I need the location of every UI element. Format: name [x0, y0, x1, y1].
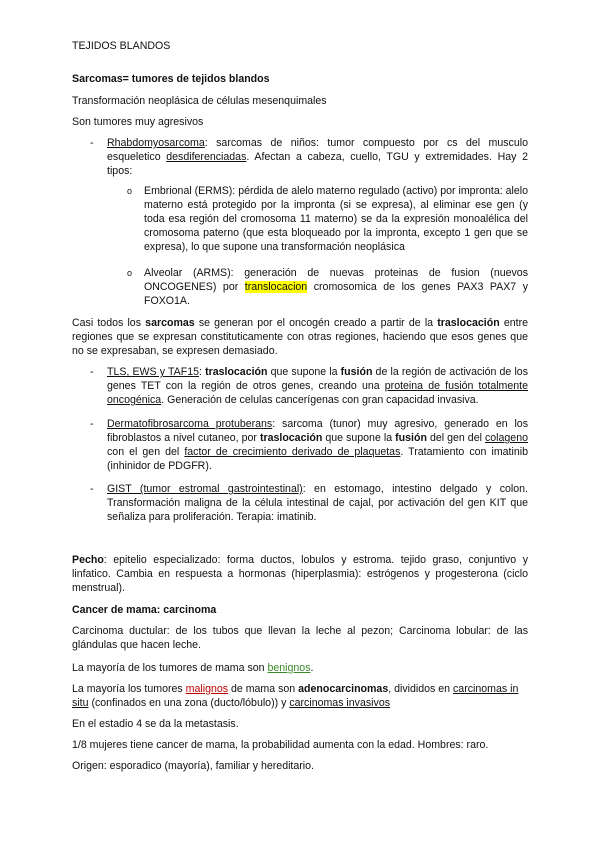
- gist-term: GIST (tumor estromal gastrointestinal): [107, 483, 303, 495]
- list-item-dermatofibrosarcoma: [90, 417, 528, 473]
- sarcomas-heading: Sarcomas= tumores de tejidos blandos: [72, 73, 270, 85]
- document-title: TEJIDOS BLANDOS: [72, 40, 171, 52]
- dermato-text-5: . Tratamiento con imatinib (inhinidor de PDGFR).: [107, 446, 528, 472]
- list-item-tls: [90, 365, 529, 407]
- tls-underline-proteina: proteina de fusión totalmente oncogénica: [107, 380, 529, 406]
- malignos-underline-invasivos: carcinomas invasivos: [289, 697, 391, 709]
- circle-bullet: o: [127, 186, 133, 196]
- malignos-paragraph: [72, 682, 528, 710]
- alveolar-text-2: cromosomica de los genes PAX3 PAX7 y FOXO1A.: [144, 281, 528, 307]
- rhabdo-term-2: desdiferenciadas: [166, 151, 247, 163]
- casi-text-3: entre regiones que se expresan constituticamente con otras regiones, haciendo que esos genes que no se expresaban, se expresen demasiado.: [72, 317, 528, 357]
- tls-text-1: :: [198, 366, 206, 378]
- dash-bullet: -: [90, 366, 94, 378]
- list-item-gist: [90, 482, 528, 524]
- malignos-red: malignos: [185, 683, 229, 695]
- benignos-text-1: La mayoría de los tumores de mama son: [72, 662, 268, 674]
- malignos-underline-in-situ: carcinomas in situ: [72, 683, 519, 709]
- casi-todos-paragraph: [72, 316, 528, 358]
- sublist-item-embrional: [127, 184, 528, 254]
- dermato-text-3: del gen del: [426, 432, 485, 444]
- agresivos-line: Son tumores muy agresivos: [72, 116, 204, 128]
- alveolar-text-1: Alveolar (ARMS): generación de nuevas proteinas de fusion (nuevos ONCOGENES) por: [144, 267, 528, 293]
- malignos-text-1: La mayoría los tumores: [72, 683, 186, 695]
- cancer-mama-heading: Cancer de mama: carcinoma: [72, 604, 217, 616]
- estadio-line: En el estadio 4 se da la metastasis.: [72, 718, 239, 730]
- transformacion-line: Transformación neoplásica de células mesenquimales: [72, 95, 327, 107]
- dermato-text-1: : sarcoma (tunor) muy agresivo, generado en los fibroblastos a nivel cutaneo, por: [107, 418, 528, 444]
- tls-term: TLS, EWS y TAF15: [107, 366, 199, 378]
- dash-bullet: -: [90, 418, 94, 430]
- rhabdo-text-2: . Afectan a cabeza, cuello, TGU y extremidades. Hay 2 tipos:: [107, 151, 528, 177]
- casi-bold-sarcomas: sarcomas: [145, 317, 195, 329]
- benignos-line: [72, 661, 528, 675]
- benignos-link: benignos: [267, 662, 311, 674]
- tls-bold-fusion: fusión: [340, 366, 373, 378]
- dermato-bold-traslocacion: traslocación: [259, 432, 323, 444]
- casi-bold-traslocacion: traslocación: [437, 317, 500, 329]
- casi-text-2: se generan por el oncogén creado a partir de la: [194, 317, 438, 329]
- translocacion-highlight: translocacion: [244, 281, 308, 293]
- malignos-text-3: , divididos en: [388, 683, 453, 695]
- pecho-text: : epitelio especializado: forma ductos, lobulos y estroma. tejido graso, conjuntivo y linfatico. Cambia en respuesta a hormonas (hiperplasmia): estrógenos y progesterona (ciclo menstrual).: [72, 554, 528, 594]
- dash-bullet: -: [90, 137, 94, 149]
- gist-text-1: : en estomago, intestino delgado y colon. Transformación maligna de la célula intestinal de cajal, por activación del gen KIT que señaliza para proliferación. Terapia: imatinib.: [107, 483, 528, 523]
- benignos-text-2: .: [310, 662, 314, 674]
- dermato-bold-fusion: fusión: [395, 432, 427, 444]
- sublist-item-alveolar: [127, 266, 528, 308]
- casi-text-1: Casi todos los: [72, 317, 146, 329]
- mujeres-line: 1/8 mujeres tiene cancer de mama, la probabilidad aumenta con la edad. Hombres: raro.: [72, 739, 489, 751]
- carcinoma-paragraph: Carcinoma ductular: de los tubos que llevan la leche al pezon; Carcinoma lobular: de las glándulas que hacen leche.: [72, 625, 528, 651]
- origen-line: Origen: esporadico (mayoría), familiar y hereditario.: [72, 760, 314, 772]
- rhabdo-text-1: : sarcomas de niños: tumor compuesto por cs del musculo esqueletico: [107, 137, 528, 163]
- tls-text-2: que supone la: [267, 366, 341, 378]
- malignos-text-2: de mama son: [228, 683, 299, 695]
- embrional-text: Embrional (ERMS): pérdida de alelo materno regulado (activo) por impronta: alelo materno está protegido por la impronta (si se expresa), al eliminar ese gen (y toda esa región del cromosoma 11 materno) se da la expresión monoalélica del cromosoma paterno (que esta bloqueado por la impronta, excepto 1 gen que se expresa), lo que supone una transformación neoplásica: [144, 185, 528, 253]
- malignos-bold-adenocarcinomas: adenocarcinomas: [298, 683, 389, 695]
- dermato-text-2: que supone la: [322, 432, 396, 444]
- dermato-text-4: con el gen del: [107, 446, 185, 458]
- malignos-text-4: (confinados en una zona (ducto/lóbulo)) y: [88, 697, 290, 709]
- tls-text-3: de la región de activación de los genes TET con la región de otros genes, creando una: [107, 366, 528, 392]
- tls-bold-traslocacion: traslocación: [205, 366, 268, 378]
- dermato-underline-colageno: colageno: [484, 432, 528, 444]
- dermato-underline-factor: factor de crecimiento derivado de plaquetas: [184, 446, 401, 458]
- circle-bullet: o: [127, 268, 133, 278]
- rhabdo-term: Rhabdomyosarcoma: [107, 137, 205, 149]
- pecho-paragraph: [72, 553, 528, 595]
- tls-text-4: . Generación de celulas cancerígenas con gran capacidad invasiva.: [161, 394, 479, 406]
- dash-bullet: -: [90, 483, 94, 495]
- list-item-rhabdomyosarcoma: [90, 136, 528, 178]
- dermato-term: Dermatofibrosarcoma protuberans: [107, 418, 273, 430]
- pecho-bold: Pecho: [72, 554, 104, 566]
